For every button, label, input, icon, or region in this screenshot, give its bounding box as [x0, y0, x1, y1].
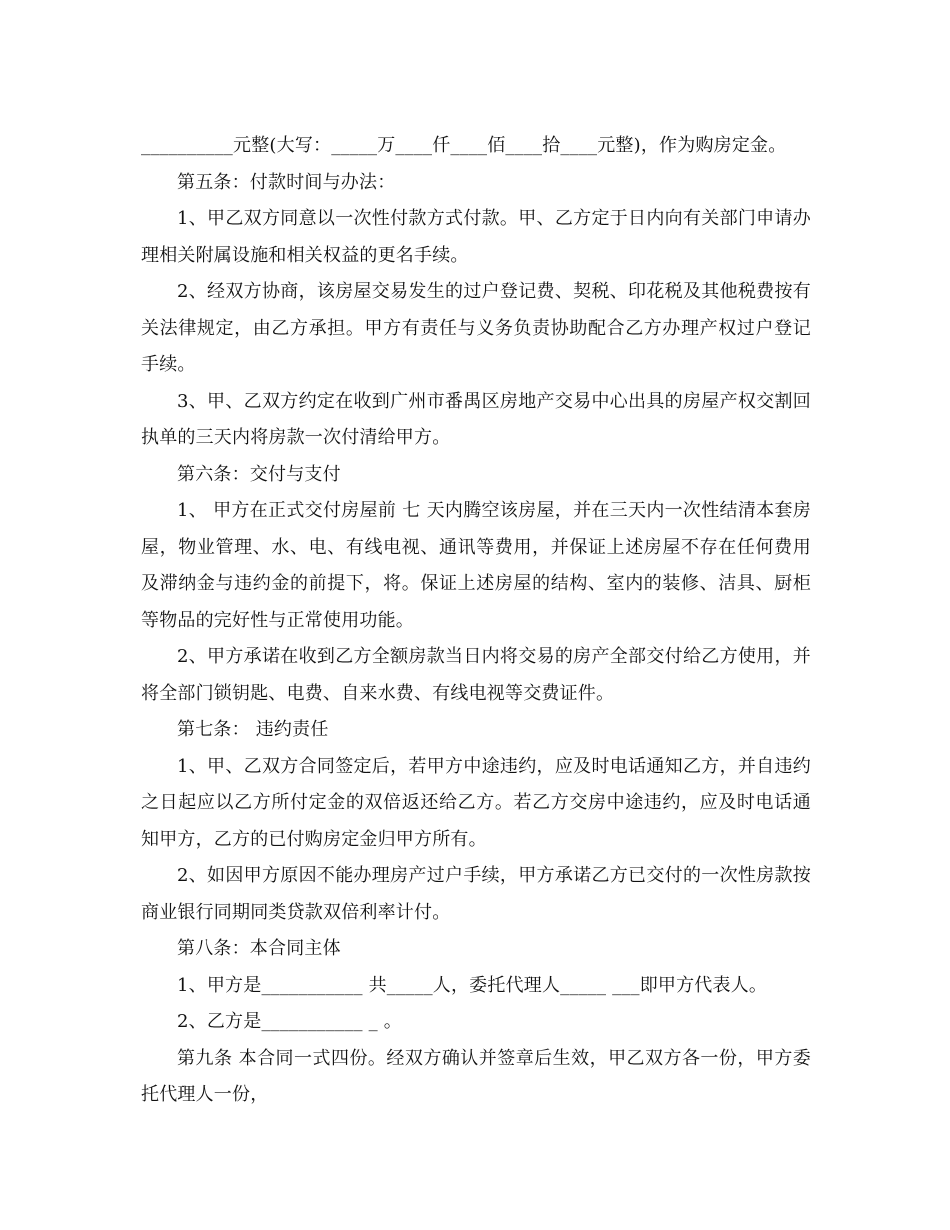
article-7-clause-2: 2、如因甲方原因不能办理房产过户手续，甲方承诺乙方已交付的一次性房款按商业银行同期同类贷款双倍利率计付。 [141, 865, 811, 923]
document-body [141, 128, 811, 1114]
article-7-heading: 第七条： 违约责任 [177, 719, 329, 740]
article-8-clause-2: 2、乙方是___________ _ 。 [177, 1011, 402, 1032]
article-6-heading: 第六条：交付与支付 [177, 463, 341, 485]
deposit-amount-line: __________元整(大写：_____万____仟____佰____拾____元整)，作为购房定金。 [141, 135, 787, 156]
article-6-clause-2: 2、甲方承诺在收到乙方全额房款当日内将交易的房产全部交付给乙方使用，并将全部门锁钥匙、电费、自来水费、有线电视等交费证件。 [141, 646, 811, 704]
article-5-heading: 第五条：付款时间与办法： [177, 171, 396, 193]
article-5-clause-2: 2、经双方协商，该房屋交易发生的过户登记费、契税、印花税及其他税费按有关法律规定，由乙方承担。甲方有责任与义务负责协助配合乙方办理产权过户登记手续。 [141, 281, 811, 375]
article-8-clause-1: 1、甲方是___________ 共_____人，委托代理人_____ ___即甲方代表人。 [177, 974, 768, 996]
article-9-text: 第九条 本合同一式四份。经双方确认并签章后生效，甲乙双方各一份，甲方委托代理人一份， [141, 1047, 811, 1105]
article-5-clause-1: 1、甲乙双方同意以一次性付款方式付款。甲、乙方定于日内向有关部门申请办理相关附属设施和相关权益的更名手续。 [141, 208, 811, 266]
article-7-clause-1: 1、甲、乙双方合同签定后，若甲方中途违约，应及时电话通知乙方，并自违约之日起应以乙方所付定金的双倍返还给乙方。若乙方交房中途违约，应及时电话通知甲方，乙方的已付购房定金归甲方所有。 [141, 755, 811, 850]
article-6-clause-1: 1、 甲方在正式交付房屋前 七 天内腾空该房屋，并在三天内一次性结清本套房屋，物业管理、水、电、有线电视、通讯等费用，并保证上述房屋不存在任何费用及滞纳金与违约金的前提下，将。保证上述房屋的结构、室内的装修、洁具、厨柜等物品的完好性与正常使用功能。 [141, 500, 811, 631]
article-5-clause-3: 3、甲、乙双方约定在收到广州市番禺区房地产交易中心出具的房屋产权交割回执单的三天内将房款一次付清给甲方。 [141, 390, 811, 448]
article-8-heading: 第八条：本合同主体 [177, 938, 341, 959]
